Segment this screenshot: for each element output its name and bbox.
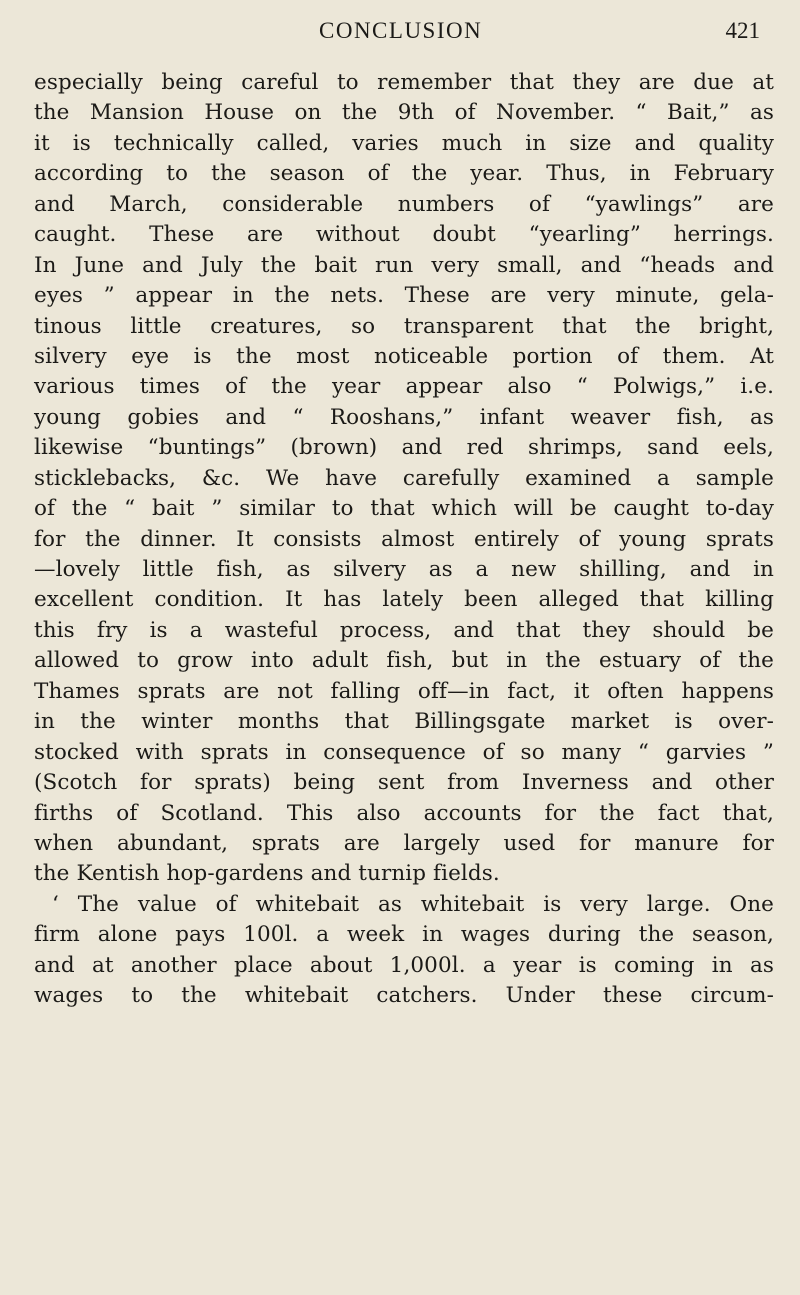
running-head (34, 14, 760, 54)
running-head-title: CONCLUSION (319, 18, 483, 43)
text-line: silvery eye is the most noticeable portion of them. At (34, 343, 774, 369)
text-line: excellent condition. It has lately been alleged that killing (34, 587, 774, 613)
text-line: ‘ The value of whitebait as whitebait is very large. One (52, 891, 774, 917)
text-line: the Mansion House on the 9th of November. “ Bait,” as (34, 100, 774, 126)
text-line: allowed to grow into adult fish, but in the estuary of the (34, 648, 774, 674)
text-line: various times of the year appear also “ Polwigs,” i.e. (34, 374, 774, 400)
text-line: likewise “buntings” (brown) and red shrimps, sand eels, (34, 435, 774, 461)
text-line: —lovely little fish, as silvery as a new shilling, and in (34, 557, 774, 582)
text-line: stocked with sprats in consequence of so many “ garvies ” (34, 739, 774, 765)
text-line: of the “ bait ” similar to that which will be caught to-day (34, 496, 774, 522)
text-line: and at another place about 1,000l. a year is coming in as (34, 952, 774, 978)
text-line: young gobies and “ Rooshans,” infant weaver fish, as (34, 404, 774, 430)
text-line: In June and July the bait run very small, and “heads and (34, 252, 774, 278)
text-line: for the dinner. It consists almost entirely of young sprats (34, 526, 774, 552)
text-line: when abundant, sprats are largely used for manure for (34, 830, 774, 856)
text-line: according to the season of the year. Thus, in February (34, 161, 774, 187)
text-line: in the winter months that Billingsgate market is over- (34, 709, 774, 735)
text-line: especially being careful to remember that they are due at (34, 70, 774, 95)
body-text (34, 68, 774, 1012)
text-line: it is technically called, varies much in size and quality (34, 130, 774, 156)
text-line: firths of Scotland. This also accounts for the fact that, (34, 800, 774, 826)
text-line: tinous little creatures, so transparent that the bright, (34, 313, 774, 339)
text-line: caught. These are without doubt “yearling” herrings. (34, 222, 774, 248)
text-line: sticklebacks, &c. We have carefully examined a sample (34, 465, 774, 491)
text-line: eyes ” appear in the nets. These are very minute, gela- (34, 283, 774, 309)
text-line: the Kentish hop-gardens and turnip fields. (34, 861, 500, 887)
text-line: and March, considerable numbers of “yawlings” are (34, 191, 774, 217)
page-number: 421 (725, 18, 760, 43)
text-line: firm alone pays 100l. a week in wages during the season, (34, 922, 774, 948)
text-line: wages to the whitebait catchers. Under these circum- (34, 983, 774, 1009)
text-line: this fry is a wasteful process, and that they should be (34, 617, 774, 643)
text-line: (Scotch for sprats) being sent from Inverness and other (34, 770, 774, 796)
text-line: Thames sprats are not falling off—in fact, it often happens (34, 678, 774, 704)
